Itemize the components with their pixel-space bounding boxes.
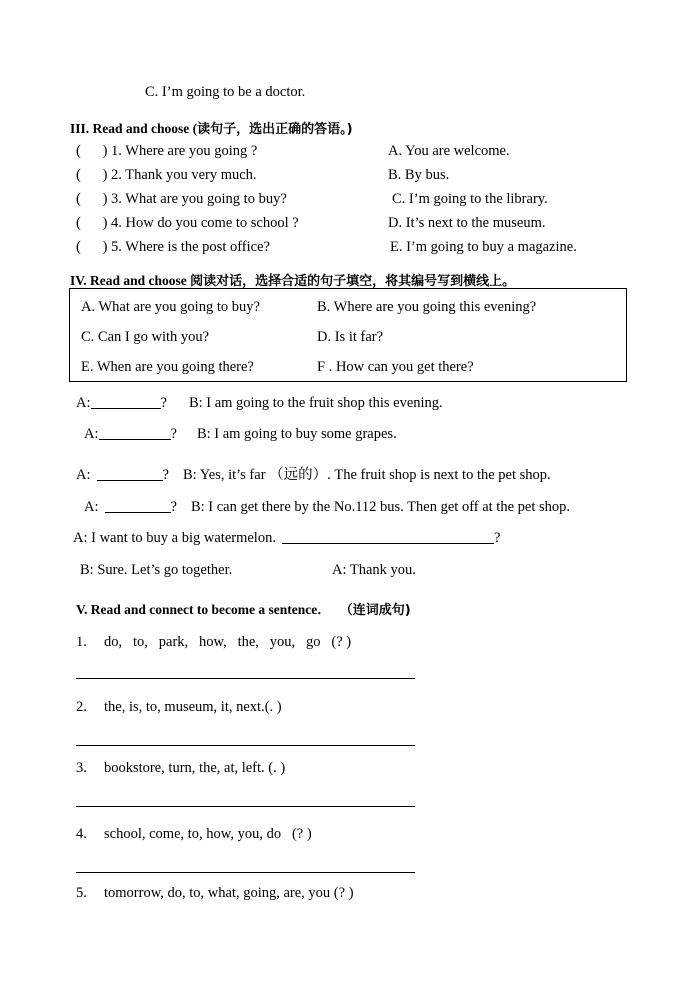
sentence-item-1-words: do, to, park, how, the, you, go (? ) xyxy=(104,634,352,650)
match-answer-e: E. I’m going to buy a magazine. xyxy=(390,239,577,255)
match-item-4-bracket[interactable]: ( ) xyxy=(76,215,112,231)
dialogue-2-speaker: A: xyxy=(84,426,99,442)
dialogue-3-mark: ? xyxy=(162,467,169,483)
match-item-1[interactable] xyxy=(76,144,257,159)
match-item-5[interactable] xyxy=(76,240,270,255)
sentence-item-5-number: 5. xyxy=(76,885,87,901)
section-3-heading-cn: 读句子，选出正确的答语。) xyxy=(197,122,353,137)
sentence-item-2-words: the, is, to, museum, it, next.(. ) xyxy=(104,699,282,715)
carryover-option-line: C. I’m going to be a doctor. xyxy=(145,84,306,100)
sentence-item-3-words: bookstore, turn, the, at, left. (. ) xyxy=(104,760,286,776)
match-answer-c: C. I’m going to the library. xyxy=(392,191,548,207)
match-answer-a: A. You are welcome. xyxy=(388,143,510,159)
sentence-item-2-number: 2. xyxy=(76,699,87,715)
sentence-answer-line-1[interactable] xyxy=(76,678,415,679)
section-5-heading xyxy=(76,598,411,619)
dialogue-1-reply: B: I am going to the fruit shop this evening. xyxy=(188,395,443,411)
option-f[interactable]: F . How can you get there? xyxy=(317,359,474,375)
match-item-3[interactable] xyxy=(76,192,287,207)
section-3-heading xyxy=(70,118,353,138)
dialogue-3-reply: B: Yes, it’s far （远的）. The fruit shop is next to the pet shop. xyxy=(182,467,551,483)
closing-line-a: A: Thank you. xyxy=(332,562,416,578)
dialogue-4-blank[interactable] xyxy=(105,512,171,513)
dialogue-4-mark: ? xyxy=(170,499,177,515)
match-item-5-text: 5. Where is the post office? xyxy=(111,239,270,255)
watermelon-mark: ? xyxy=(493,530,501,546)
section-4-heading xyxy=(70,270,515,290)
sentence-answer-line-4[interactable] xyxy=(76,872,415,873)
sentence-answer-line-3[interactable] xyxy=(76,806,415,807)
match-answer-b: B. By bus. xyxy=(388,167,450,183)
match-item-3-text: 3. What are you going to buy? xyxy=(111,191,287,207)
dialogue-line-4 xyxy=(84,500,570,515)
match-item-1-text: 1. Where are you going ? xyxy=(111,143,258,159)
match-item-4[interactable] xyxy=(76,216,299,231)
dialogue-line-3 xyxy=(76,468,551,483)
closing-line-b: B: Sure. Let’s go together. xyxy=(80,562,233,578)
match-item-1-bracket[interactable]: ( ) xyxy=(76,143,112,159)
sentence-answer-line-2[interactable] xyxy=(76,745,415,746)
dialogue-line-watermelon xyxy=(73,531,500,546)
match-answer-d: D. It’s next to the museum. xyxy=(388,215,546,231)
option-e[interactable]: E. When are you going there? xyxy=(81,359,254,375)
option-bank-box xyxy=(69,288,627,382)
match-item-2[interactable] xyxy=(76,168,257,183)
option-a[interactable]: A. What are you going to buy? xyxy=(81,299,260,315)
dialogue-3-blank[interactable] xyxy=(97,480,163,481)
dialogue-4-reply: B: I can get there by the No.112 bus. Then get off at the pet shop. xyxy=(190,499,570,515)
sentence-item-5-words: tomorrow, do, to, what, going, are, you (? ) xyxy=(104,885,354,901)
section-3-heading-en: III. Read and choose ( xyxy=(70,121,198,136)
sentence-item-3-number: 3. xyxy=(76,760,87,776)
dialogue-2-reply: B: I am going to buy some grapes. xyxy=(196,426,397,442)
dialogue-2-blank[interactable] xyxy=(99,439,171,440)
dialogue-3-speaker: A: xyxy=(76,467,91,483)
section-5-heading-cn: （连词成句) xyxy=(339,603,411,618)
dialogue-1-speaker: A: xyxy=(76,395,91,411)
watermelon-blank[interactable] xyxy=(282,543,494,544)
sentence-item-4-words: school, come, to, how, you, do (? ) xyxy=(104,826,312,842)
dialogue-1-blank[interactable] xyxy=(91,408,161,409)
option-d[interactable]: D. Is it far? xyxy=(317,329,384,345)
dialogue-1-mark: ? xyxy=(160,395,167,411)
dialogue-2-mark: ? xyxy=(170,426,177,442)
dialogue-line-2 xyxy=(84,427,397,442)
match-item-2-bracket[interactable]: ( ) xyxy=(76,167,112,183)
watermelon-statement: A: I want to buy a big watermelon. xyxy=(73,530,276,546)
option-c[interactable]: C. Can I go with you? xyxy=(81,329,210,345)
sentence-item-1-number: 1. xyxy=(76,634,87,650)
sentence-item-4-number: 4. xyxy=(76,826,87,842)
option-b[interactable]: B. Where are you going this evening? xyxy=(317,299,537,315)
match-item-3-bracket[interactable]: ( ) xyxy=(76,191,112,207)
section-4-heading-en: IV. Read and choose xyxy=(70,273,191,288)
match-item-5-bracket[interactable]: ( ) xyxy=(76,239,112,255)
dialogue-4-speaker: A: xyxy=(84,499,99,515)
dialogue-line-1 xyxy=(76,396,443,411)
match-item-4-text: 4. How do you come to school ? xyxy=(111,215,299,231)
match-item-2-text: 2. Thank you very much. xyxy=(111,167,257,183)
section-5-heading-en: V. Read and connect to become a sentence． xyxy=(76,602,331,617)
section-4-heading-cn: 阅读对话，选择合适的句子填空，将其编号写到横线上。 xyxy=(190,274,516,289)
